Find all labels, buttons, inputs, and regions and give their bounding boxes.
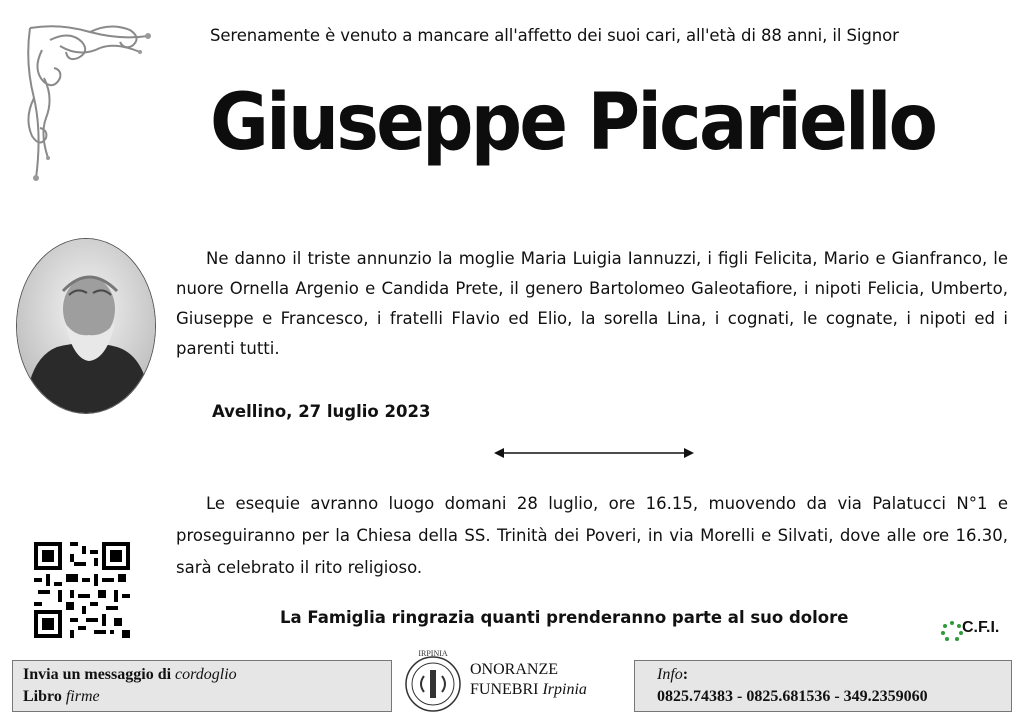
- place-date: Avellino, 27 luglio 2023: [212, 402, 431, 421]
- deceased-name: Giuseppe Picariello: [210, 78, 936, 168]
- condolence-word: cordoglio: [175, 666, 237, 683]
- agency-seal-icon: [404, 648, 462, 718]
- thanks-text: La Famiglia ringrazia quanti prenderanno parte al suo dolore: [280, 608, 849, 627]
- agency-line1: ONORANZE: [470, 661, 558, 678]
- book-word: firme: [65, 688, 100, 705]
- cfi-logo-text: C.F.I.: [962, 619, 1000, 636]
- agency-logo: [404, 648, 630, 718]
- book-prefix: Libro: [23, 688, 62, 705]
- corner-flourish-icon: [20, 18, 160, 188]
- intro-text: Serenamente è venuto a mancare all'affetto dei suoi cari, all'età di 88 anni, il Signor: [210, 26, 899, 45]
- announcement-paragraph: Ne danno il triste annunzio la moglie Maria Luigia Iannuzzi, i figli Felicita, Mario e Gianfranco, le nuore Ornella Argenio e Candida Prete, il genero Bartolomeo Galeotafiore, i nipoti Felicia, Umberto, Giuseppe e Francesco, i fratelli Flavio ed Elio, la sorella Lina, i cognati, le cognate, i nipoti ed i parenti tutti.: [176, 249, 1008, 358]
- phone-numbers[interactable]: 0825.74383 - 0825.681536 - 349.2359060: [657, 688, 928, 705]
- info-label: Info: [657, 666, 683, 683]
- condolence-prefix: Invia un messaggio di: [23, 666, 172, 683]
- seal-text: IRPINIA: [418, 649, 448, 658]
- info-colon: :: [682, 666, 689, 683]
- cfi-logo-icon: [940, 618, 1006, 648]
- double-arrow-icon: [492, 446, 696, 460]
- agency-line2-prefix: FUNEBRI: [470, 681, 539, 698]
- portrait-photo: [16, 238, 156, 414]
- condolence-box[interactable]: [12, 660, 392, 712]
- funeral-paragraph: Le esequie avranno luogo domani 28 luglio, ore 16.15, muovendo da via Palatucci N°1 e proseguiranno per la Chiesa della SS. Trinità dei Poveri, in via Morelli e Silvati, dove alle ore 16.30, sarà celebrato il rito religioso.: [176, 494, 1008, 577]
- agency-line2-italic: Irpinia: [542, 681, 587, 698]
- info-box: [634, 660, 1012, 712]
- qr-code-icon[interactable]: [34, 542, 130, 638]
